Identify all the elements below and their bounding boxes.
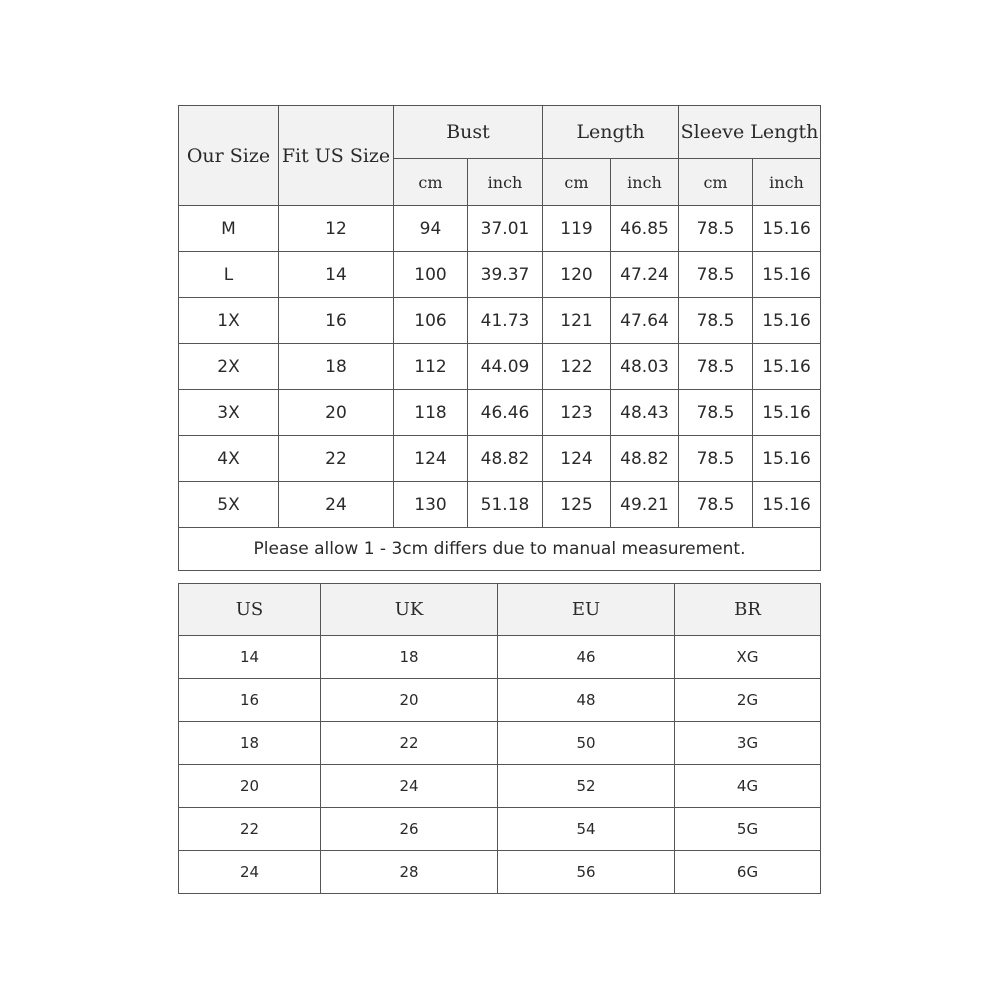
header-bust: Bust	[394, 106, 543, 159]
table-cell: 22	[179, 808, 321, 851]
unit-header: cm	[679, 159, 753, 206]
table-cell: 6G	[675, 851, 821, 894]
size-chart-table	[178, 105, 821, 571]
unit-header: inch	[468, 159, 543, 206]
table-cell: 28	[321, 851, 498, 894]
header-fit-us-size: Fit US Size	[279, 106, 394, 206]
table-cell: 48	[498, 679, 675, 722]
table-row	[179, 298, 821, 344]
conversion-chart-body	[179, 636, 821, 894]
table-cell: 2G	[675, 679, 821, 722]
table-cell: 20	[179, 765, 321, 808]
table-cell: 48.82	[611, 436, 679, 482]
header-length: Length	[543, 106, 679, 159]
table-cell: 47.64	[611, 298, 679, 344]
table-cell: 119	[543, 206, 611, 252]
table-cell: 78.5	[679, 206, 753, 252]
table-cell: 124	[543, 436, 611, 482]
unit-header: inch	[753, 159, 821, 206]
table-cell: 39.37	[468, 252, 543, 298]
table-cell: 46.85	[611, 206, 679, 252]
table-cell: 122	[543, 344, 611, 390]
table-cell: 18	[321, 636, 498, 679]
table-row	[179, 636, 821, 679]
table-cell: 22	[321, 722, 498, 765]
table-row	[179, 252, 821, 298]
table-cell: 48.82	[468, 436, 543, 482]
table-row	[179, 436, 821, 482]
table-cell: 48.43	[611, 390, 679, 436]
unit-header: cm	[394, 159, 468, 206]
table-row	[179, 808, 821, 851]
table-cell: 56	[498, 851, 675, 894]
table-cell: 15.16	[753, 298, 821, 344]
table-cell: 15.16	[753, 436, 821, 482]
table-cell: 15.16	[753, 482, 821, 528]
header-sleeve-length: Sleeve Length	[679, 106, 821, 159]
table-cell: 44.09	[468, 344, 543, 390]
table-row	[179, 851, 821, 894]
header-our-size: Our Size	[179, 106, 279, 206]
header-eu: EU	[498, 584, 675, 636]
table-row	[179, 206, 821, 252]
table-cell: 112	[394, 344, 468, 390]
table-cell: 3G	[675, 722, 821, 765]
table-cell: 78.5	[679, 344, 753, 390]
table-cell: 12	[279, 206, 394, 252]
table-cell: 15.16	[753, 344, 821, 390]
table-cell: 94	[394, 206, 468, 252]
table-cell: 24	[321, 765, 498, 808]
header-uk: UK	[321, 584, 498, 636]
size-conversion-table	[178, 583, 821, 894]
table-cell: 26	[321, 808, 498, 851]
table-cell: 124	[394, 436, 468, 482]
header-us: US	[179, 584, 321, 636]
header-br: BR	[675, 584, 821, 636]
table-cell: 15.16	[753, 206, 821, 252]
table-row	[179, 722, 821, 765]
table-cell: 24	[279, 482, 394, 528]
table-cell: 78.5	[679, 390, 753, 436]
table-cell: 49.21	[611, 482, 679, 528]
table-cell: 20	[279, 390, 394, 436]
table-cell: 18	[279, 344, 394, 390]
unit-header: cm	[543, 159, 611, 206]
table-cell: 118	[394, 390, 468, 436]
table-cell: 5G	[675, 808, 821, 851]
table-cell: 20	[321, 679, 498, 722]
table-row	[179, 482, 821, 528]
table-cell: 78.5	[679, 482, 753, 528]
table-row	[179, 390, 821, 436]
table-cell: 78.5	[679, 436, 753, 482]
table-cell: 50	[498, 722, 675, 765]
table-cell: 41.73	[468, 298, 543, 344]
table-cell: 120	[543, 252, 611, 298]
table-cell: 54	[498, 808, 675, 851]
table-cell: 14	[179, 636, 321, 679]
table-cell: 14	[279, 252, 394, 298]
table-cell: 123	[543, 390, 611, 436]
table-cell: 100	[394, 252, 468, 298]
table-cell: 52	[498, 765, 675, 808]
table-row	[179, 344, 821, 390]
table-cell: 18	[179, 722, 321, 765]
table-cell: 2X	[179, 344, 279, 390]
table-cell: 1X	[179, 298, 279, 344]
table-cell: 16	[279, 298, 394, 344]
table-cell: 78.5	[679, 252, 753, 298]
table-cell: 106	[394, 298, 468, 344]
table-row	[179, 679, 821, 722]
table-cell: M	[179, 206, 279, 252]
unit-header: inch	[611, 159, 679, 206]
table-cell: 46.46	[468, 390, 543, 436]
size-chart-body	[179, 206, 821, 528]
table-row	[179, 765, 821, 808]
table-cell: 4G	[675, 765, 821, 808]
table-cell: 3X	[179, 390, 279, 436]
table-cell: 48.03	[611, 344, 679, 390]
table-cell: 46	[498, 636, 675, 679]
table-cell: 15.16	[753, 390, 821, 436]
table-cell: 125	[543, 482, 611, 528]
table-cell: 51.18	[468, 482, 543, 528]
table-cell: 4X	[179, 436, 279, 482]
table-cell: L	[179, 252, 279, 298]
table-cell: 37.01	[468, 206, 543, 252]
table-cell: 130	[394, 482, 468, 528]
table-cell: 22	[279, 436, 394, 482]
table-cell: 78.5	[679, 298, 753, 344]
measurement-note: Please allow 1 - 3cm differs due to manual measurement.	[179, 528, 821, 571]
table-cell: 5X	[179, 482, 279, 528]
table-cell: XG	[675, 636, 821, 679]
table-cell: 121	[543, 298, 611, 344]
table-cell: 47.24	[611, 252, 679, 298]
table-cell: 24	[179, 851, 321, 894]
table-cell: 16	[179, 679, 321, 722]
table-cell: 15.16	[753, 252, 821, 298]
